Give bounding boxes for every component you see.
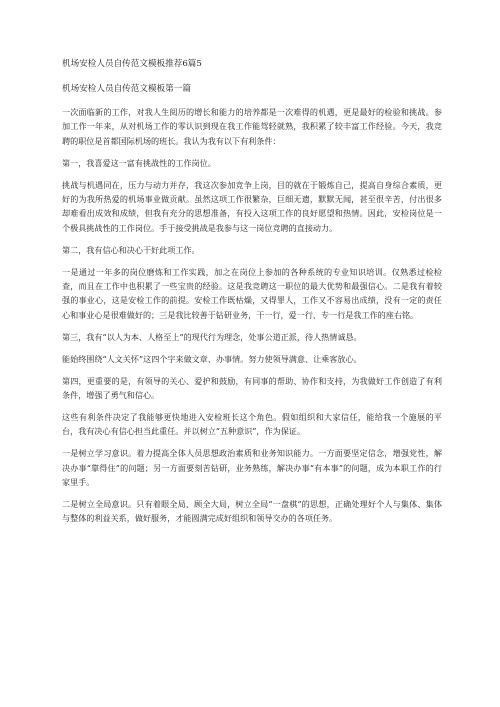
paragraph-point-3-heading: 第三，我有“以人为本、人格至上”的现代行为理念，处事公道正派，待人热情诚恳。	[62, 331, 362, 342]
document-title: 机场安检人员自传范文模板推荐6篇5	[62, 59, 202, 69]
paragraph-awareness-2: 二是树立全局意识。只有着眼全局、顾全大局，树立全局“一盘棋”的思想，正确处理好个人与集体、集体与整体的利益关系，做好服务，才能圆满完成好组织和领导交办的各项任务。	[62, 498, 442, 524]
paragraph-awareness-1: 一是树立学习意识。着力提高全体人员思想政治素质和业务知识能力。一方面要坚定信念，增强党性，解决办事“靠得住”的问题；另一方面要刻苦钻研，业务熟练，解决办事“有本事”的问题，成为本职工作的行家里手。	[62, 448, 442, 488]
section-title: 机场安检人员自传范文模板第一篇	[62, 84, 191, 94]
paragraph-point-1-body: 挑战与机遇同在，压力与动力并存，我这次参加竞争上岗，目的就在于锻炼自己，提高自身综合素质，更好的为我所热爱的机场事业做贡献。虽然这项工作很繁杂，巨细无遗，默默无闻，甚至很辛苦，付出很多却难看出成效和成绩，但我有充分的思想准备，有投入这项工作的良好愿望和热情。因此，安检岗位是一个极具挑战性的工作岗位。手于接受挑战是我参与这一岗位竞聘的直接动力。	[62, 179, 442, 233]
paragraph-intro: 一次面临新的工作，对我人生阅历的增长和能力的培养都是一次难得的机遇，更是最好的检验和挑战。参加工作一年来，从对机场工作的零认识到现在我工作能驾轻就熟，我积累了较丰富工作经验。今天，我竞聘的职位是首都国际机场的班长。我认为我有以下有利条件：	[62, 107, 442, 146]
paragraph-point-1-heading: 第一，我喜爱这一富有挑战性的工作岗位。	[62, 157, 216, 168]
paragraph-point-2-body: 一是通过一年多的岗位磨炼和工作实践，加之在岗位上参加的各种系统的专业知识培训。仅熟悉过检检查，而且在工作中也积累了一些宝贵的经验。这是我竞聘这一职位的最大优势和最强信心。二是我有着较强的事业心，这是安检工作的前提。安检工作既枯燥，又得罪人，工作又不容易出成绩，没有一定的责任心和事业心是很难做好的；三是我比较善于钻研业务，干一行，爱一行、专一行是我工作的座右铭。	[62, 266, 442, 320]
paragraph-point-2-heading: 第二，我有信心和决心干好此项工作。	[62, 244, 200, 255]
document-page	[62, 58, 442, 533]
paragraph-conditions: 这些有利条件决定了我能够更快地进入安检班长这个角色。假如组织和大家信任，能给我一个施展的平台，我有决心有信心担当此重任。并以树立“五种意识”，作为保证。	[62, 411, 442, 437]
paragraph-point-3-body: 能始终围绕“人文关怀”这四个字来做文章、办事情。努力使领导满意、让乘客放心。	[62, 353, 362, 364]
paragraph-point-4: 第四，更重要的是，有领导的关心、爱护和鼓励，有同事的帮助、协作和支持，为我做好工作创造了有利条件，增强了勇气和信心。	[62, 375, 442, 400]
